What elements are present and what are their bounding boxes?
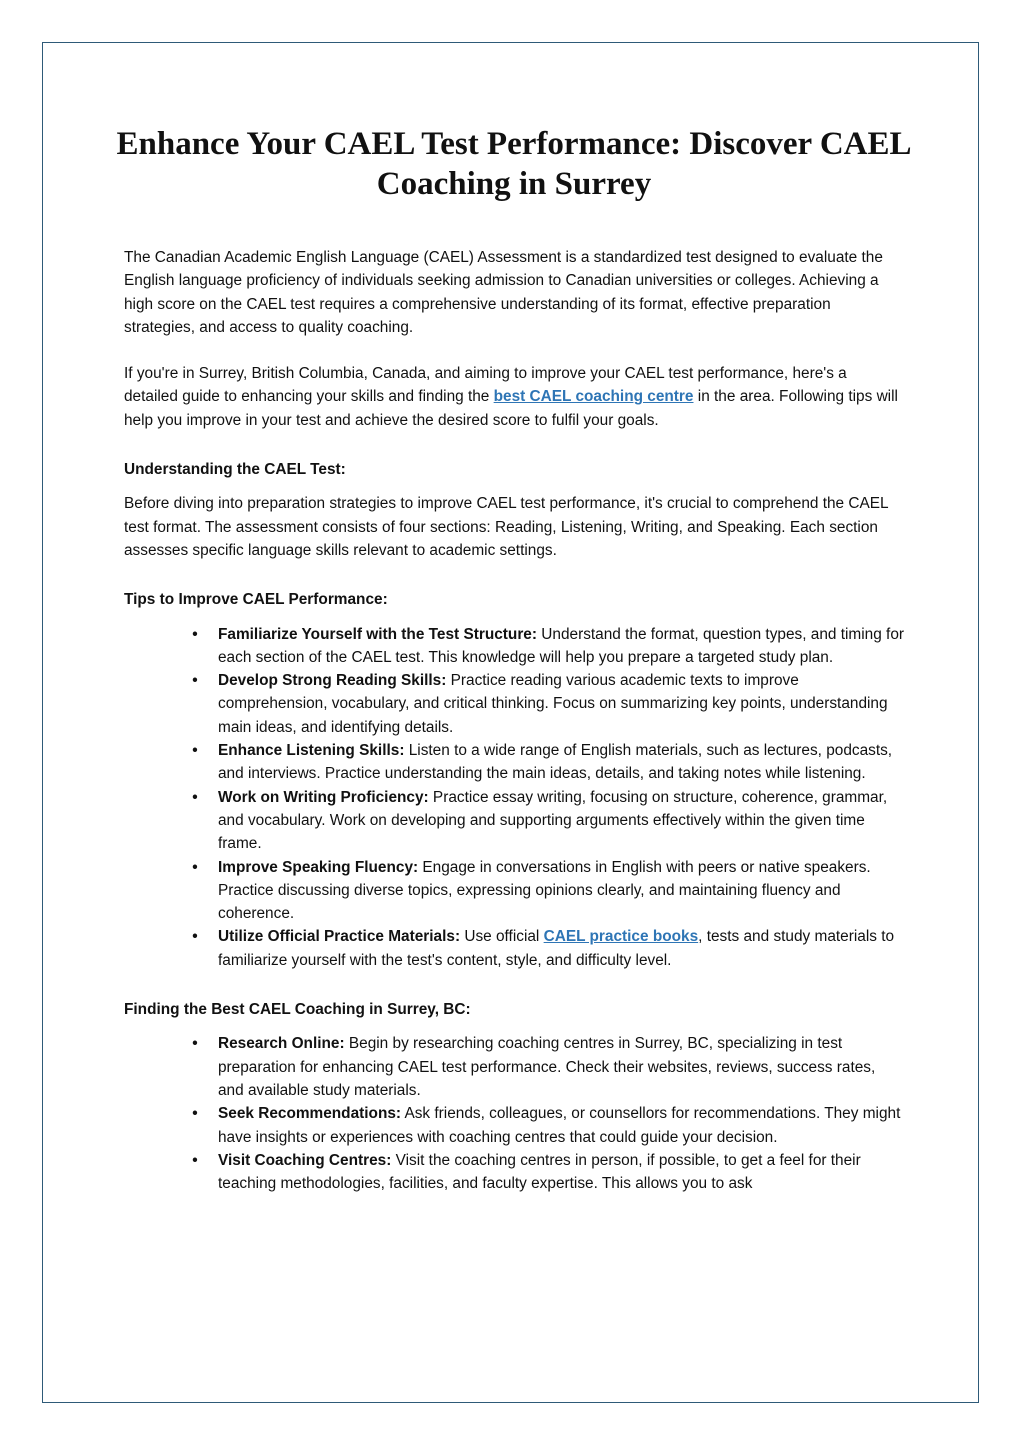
best-cael-coaching-centre-link[interactable]: best CAEL coaching centre bbox=[493, 388, 694, 406]
list-item-lead: Work on Writing Proficiency: bbox=[218, 788, 429, 806]
intro-text-after-link: in the area. Following tips will help you improve in your test and achieve the desired score to fulfil your goals. bbox=[124, 388, 898, 429]
finding-list bbox=[124, 1032, 904, 1195]
bullet-icon: • bbox=[192, 1151, 198, 1169]
list-item-lead: Utilize Official Practice Materials: bbox=[218, 928, 461, 946]
list-item bbox=[192, 739, 904, 786]
tips-list bbox=[124, 623, 904, 972]
tips-heading: Tips to Improve CAEL Performance: bbox=[124, 591, 388, 609]
list-item-text: Practice reading various academic texts to improve comprehension, vocabulary, and critical thinking. Focus on summarizing key points, understanding main ideas, and identifying details. bbox=[218, 672, 888, 736]
bullet-icon: • bbox=[192, 1105, 198, 1123]
intro-text-before-link: If you're in Surrey, British Columbia, Canada, and aiming to improve your CAEL test performance, here's a detailed guide to enhancing your skills and finding the bbox=[124, 365, 847, 406]
list-item-lead: Research Online: bbox=[218, 1035, 345, 1053]
cael-practice-books-link[interactable]: CAEL practice books bbox=[543, 928, 699, 946]
finding-heading: Finding the Best CAEL Coaching in Surrey, BC: bbox=[124, 1001, 471, 1019]
list-item bbox=[192, 623, 905, 670]
list-item-lead: Visit Coaching Centres: bbox=[218, 1151, 392, 1169]
bullet-icon: • bbox=[192, 625, 198, 643]
list-item-text: Engage in conversations in English with peers or native speakers. Practice discussing diverse topics, expressing opinions clearly, and maintaining fluency and coherence. bbox=[218, 858, 871, 923]
list-item-lead: Develop Strong Reading Skills: bbox=[218, 672, 447, 690]
list-item-text: Practice essay writing, focusing on structure, coherence, grammar, and vocabulary. Work on developing and supporting arguments effectively within the given time frame. bbox=[218, 788, 888, 853]
list-item-lead: Improve Speaking Fluency: bbox=[218, 858, 419, 876]
document-content bbox=[116, 124, 912, 1195]
intro-paragraph-2 bbox=[124, 362, 904, 432]
list-item-lead: Familiarize Yourself with the Test Structure: bbox=[218, 625, 537, 643]
list-item-text: Visit the coaching centres in person, if possible, to get a feel for their teaching methodologies, facilities, and faculty expertise. This allows you to ask bbox=[218, 1151, 861, 1193]
understanding-heading: Understanding the CAEL Test: bbox=[124, 461, 346, 479]
list-item bbox=[192, 786, 904, 856]
list-item-text: Understand the format, question types, and timing for each section of the CAEL test. This knowledge will help you prepare a targeted study plan. bbox=[218, 625, 905, 666]
bullet-icon: • bbox=[192, 858, 198, 876]
intro-paragraph-1: The Canadian Academic English Language (CAEL) Assessment is a standardized test designed to evaluate the English language proficiency of individuals seeking admission to Canadian universities or colleges. Achieving a high score on the CAEL test requires a comprehensive understanding of its format, effective preparation strategies, and access to quality coaching. bbox=[124, 249, 883, 336]
list-item bbox=[192, 1149, 904, 1196]
understanding-paragraph: Before diving into preparation strategies to improve CAEL test performance, it's crucial to comprehend the CAEL test format. The assessment consists of four sections: Reading, Listening, Writing, and Speaking. Each section assesses specific language skills relevant to academic settings. bbox=[124, 495, 889, 559]
list-item bbox=[192, 856, 904, 926]
list-item bbox=[192, 669, 904, 739]
bullet-icon: • bbox=[192, 1035, 198, 1053]
bullet-icon: • bbox=[192, 928, 198, 946]
page-title: Enhance Your CAEL Test Performance: Discover CAEL Coaching in Surrey bbox=[116, 126, 912, 202]
list-item-text: Begin by researching coaching centres in Surrey, BC, specializing in test preparation for enhancing CAEL test performance. Check their websites, reviews, success rates, and available study materials. bbox=[218, 1035, 876, 1099]
list-item-text: , tests and study materials to familiarize yourself with the test's content, style, and difficulty level. bbox=[218, 928, 895, 969]
bullet-icon: • bbox=[192, 742, 198, 760]
list-item bbox=[192, 1032, 904, 1102]
list-item-lead: Seek Recommendations: bbox=[218, 1105, 402, 1123]
list-item-text: Use official bbox=[460, 928, 544, 946]
list-item-lead: Enhance Listening Skills: bbox=[218, 742, 405, 760]
list-item bbox=[192, 1102, 904, 1149]
bullet-icon: • bbox=[192, 672, 198, 690]
list-item-text: Ask friends, colleagues, or counsellors for recommendations. They might have insights or experiences with coaching centres that could guide your decision. bbox=[218, 1105, 901, 1146]
list-item-text: Listen to a wide range of English materials, such as lectures, podcasts, and interviews. Practice understanding the main ideas, details, and taking notes while listening. bbox=[218, 742, 893, 783]
list-item bbox=[192, 925, 904, 972]
bullet-icon: • bbox=[192, 788, 198, 806]
